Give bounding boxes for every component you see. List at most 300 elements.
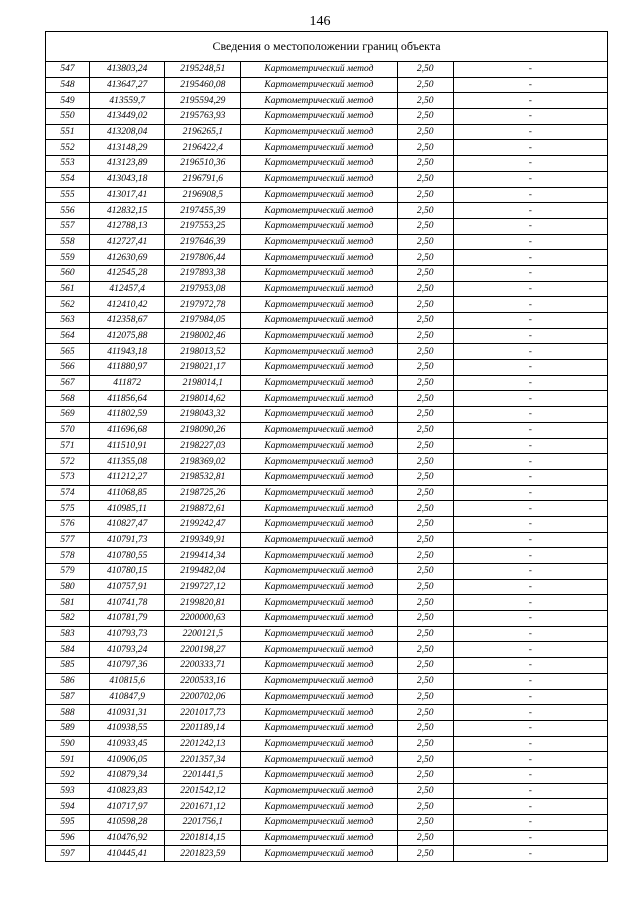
point-number-cell: 595 (46, 815, 90, 831)
point-number-cell: 568 (46, 391, 90, 407)
method-cell: Картометрический метод (241, 469, 397, 485)
y-coordinate-cell: 2198725,26 (165, 485, 241, 501)
method-cell: Картометрический метод (241, 391, 397, 407)
y-coordinate-cell: 2201756,1 (165, 815, 241, 831)
table-row (46, 799, 608, 815)
method-cell: Картометрический метод (241, 234, 397, 250)
x-coordinate-cell: 410780,15 (90, 564, 165, 580)
precision-cell: 2,50 (397, 799, 453, 815)
description-cell: - (453, 783, 607, 799)
table-row (46, 767, 608, 783)
precision-cell: 2,50 (397, 250, 453, 266)
y-coordinate-cell: 2198014,1 (165, 375, 241, 391)
method-cell: Картометрический метод (241, 595, 397, 611)
table-row (46, 815, 608, 831)
precision-cell: 2,50 (397, 830, 453, 846)
description-cell: - (453, 313, 607, 329)
method-cell: Картометрический метод (241, 375, 397, 391)
table-row (46, 658, 608, 674)
x-coordinate-cell: 412358,67 (90, 313, 165, 329)
table-row (46, 109, 608, 125)
method-cell: Картометрический метод (241, 846, 397, 862)
precision-cell: 2,50 (397, 360, 453, 376)
x-coordinate-cell: 413449,02 (90, 109, 165, 125)
x-coordinate-cell: 412788,13 (90, 218, 165, 234)
point-number-cell: 577 (46, 532, 90, 548)
precision-cell: 2,50 (397, 422, 453, 438)
description-cell: - (453, 815, 607, 831)
point-number-cell: 585 (46, 658, 90, 674)
point-number-cell: 563 (46, 313, 90, 329)
description-cell: - (453, 611, 607, 627)
method-cell: Картометрический метод (241, 548, 397, 564)
description-cell: - (453, 689, 607, 705)
description-cell: - (453, 548, 607, 564)
x-coordinate-cell: 410815,6 (90, 673, 165, 689)
x-coordinate-cell: 412410,42 (90, 297, 165, 313)
x-coordinate-cell: 412630,69 (90, 250, 165, 266)
method-cell: Картометрический метод (241, 265, 397, 281)
x-coordinate-cell: 413148,29 (90, 140, 165, 156)
precision-cell: 2,50 (397, 846, 453, 862)
table-row (46, 454, 608, 470)
description-cell: - (453, 265, 607, 281)
description-cell: - (453, 564, 607, 580)
point-number-cell: 592 (46, 767, 90, 783)
description-cell: - (453, 218, 607, 234)
description-cell: - (453, 375, 607, 391)
y-coordinate-cell: 2201189,14 (165, 720, 241, 736)
table-row (46, 422, 608, 438)
precision-cell: 2,50 (397, 595, 453, 611)
point-number-cell: 572 (46, 454, 90, 470)
table-row (46, 720, 608, 736)
y-coordinate-cell: 2196265,1 (165, 124, 241, 140)
description-cell: - (453, 109, 607, 125)
precision-cell: 2,50 (397, 140, 453, 156)
x-coordinate-cell: 410791,73 (90, 532, 165, 548)
table-row (46, 93, 608, 109)
y-coordinate-cell: 2195460,08 (165, 77, 241, 93)
method-cell: Картометрический метод (241, 705, 397, 721)
x-coordinate-cell: 410476,92 (90, 830, 165, 846)
point-number-cell: 557 (46, 218, 90, 234)
table-row (46, 752, 608, 768)
table-row (46, 203, 608, 219)
table-row (46, 140, 608, 156)
precision-cell: 2,50 (397, 407, 453, 423)
y-coordinate-cell: 2200533,16 (165, 673, 241, 689)
x-coordinate-cell: 410741,78 (90, 595, 165, 611)
precision-cell: 2,50 (397, 579, 453, 595)
description-cell: - (453, 156, 607, 172)
x-coordinate-cell: 413123,89 (90, 156, 165, 172)
table-row (46, 830, 608, 846)
description-cell: - (453, 187, 607, 203)
x-coordinate-cell: 410823,83 (90, 783, 165, 799)
point-number-cell: 590 (46, 736, 90, 752)
method-cell: Картометрический метод (241, 124, 397, 140)
description-cell: - (453, 626, 607, 642)
x-coordinate-cell: 411068,85 (90, 485, 165, 501)
y-coordinate-cell: 2195248,51 (165, 62, 241, 78)
point-number-cell: 549 (46, 93, 90, 109)
description-cell: - (453, 422, 607, 438)
point-number-cell: 597 (46, 846, 90, 862)
y-coordinate-cell: 2197972,78 (165, 297, 241, 313)
y-coordinate-cell: 2201242,13 (165, 736, 241, 752)
precision-cell: 2,50 (397, 328, 453, 344)
method-cell: Картометрический метод (241, 407, 397, 423)
y-coordinate-cell: 2197984,05 (165, 313, 241, 329)
x-coordinate-cell: 413017,41 (90, 187, 165, 203)
point-number-cell: 591 (46, 752, 90, 768)
x-coordinate-cell: 410793,24 (90, 642, 165, 658)
precision-cell: 2,50 (397, 689, 453, 705)
precision-cell: 2,50 (397, 344, 453, 360)
y-coordinate-cell: 2201671,12 (165, 799, 241, 815)
method-cell: Картометрический метод (241, 344, 397, 360)
table-row (46, 344, 608, 360)
y-coordinate-cell: 2198021,17 (165, 360, 241, 376)
point-number-cell: 583 (46, 626, 90, 642)
description-cell: - (453, 673, 607, 689)
y-coordinate-cell: 2199242,47 (165, 516, 241, 532)
table-row (46, 62, 608, 78)
point-number-cell: 589 (46, 720, 90, 736)
table-row (46, 187, 608, 203)
precision-cell: 2,50 (397, 705, 453, 721)
method-cell: Картометрический метод (241, 532, 397, 548)
point-number-cell: 561 (46, 281, 90, 297)
x-coordinate-cell: 413208,04 (90, 124, 165, 140)
method-cell: Картометрический метод (241, 62, 397, 78)
precision-cell: 2,50 (397, 454, 453, 470)
precision-cell: 2,50 (397, 375, 453, 391)
y-coordinate-cell: 2199414,34 (165, 548, 241, 564)
method-cell: Картометрический метод (241, 281, 397, 297)
precision-cell: 2,50 (397, 752, 453, 768)
x-coordinate-cell: 410598,28 (90, 815, 165, 831)
table-row (46, 469, 608, 485)
method-cell: Картометрический метод (241, 218, 397, 234)
method-cell: Картометрический метод (241, 501, 397, 517)
y-coordinate-cell: 2201542,12 (165, 783, 241, 799)
point-number-cell: 560 (46, 265, 90, 281)
point-number-cell: 547 (46, 62, 90, 78)
table-row (46, 532, 608, 548)
y-coordinate-cell: 2201017,73 (165, 705, 241, 721)
y-coordinate-cell: 2198090,26 (165, 422, 241, 438)
precision-cell: 2,50 (397, 815, 453, 831)
method-cell: Картометрический метод (241, 658, 397, 674)
point-number-cell: 553 (46, 156, 90, 172)
method-cell: Картометрический метод (241, 626, 397, 642)
y-coordinate-cell: 2198014,62 (165, 391, 241, 407)
description-cell: - (453, 62, 607, 78)
table-row (46, 485, 608, 501)
y-coordinate-cell: 2199727,12 (165, 579, 241, 595)
description-cell: - (453, 93, 607, 109)
point-number-cell: 587 (46, 689, 90, 705)
x-coordinate-cell: 410781,79 (90, 611, 165, 627)
description-cell: - (453, 469, 607, 485)
description-cell: - (453, 140, 607, 156)
y-coordinate-cell: 2200198,27 (165, 642, 241, 658)
precision-cell: 2,50 (397, 62, 453, 78)
method-cell: Картометрический метод (241, 689, 397, 705)
x-coordinate-cell: 413559,7 (90, 93, 165, 109)
x-coordinate-cell: 410985,11 (90, 501, 165, 517)
precision-cell: 2,50 (397, 124, 453, 140)
table-row (46, 689, 608, 705)
precision-cell: 2,50 (397, 516, 453, 532)
table-row (46, 360, 608, 376)
x-coordinate-cell: 411856,64 (90, 391, 165, 407)
method-cell: Картометрический метод (241, 297, 397, 313)
precision-cell: 2,50 (397, 218, 453, 234)
description-cell: - (453, 705, 607, 721)
table-row (46, 218, 608, 234)
table-row (46, 407, 608, 423)
description-cell: - (453, 391, 607, 407)
table-row (46, 313, 608, 329)
x-coordinate-cell: 411696,68 (90, 422, 165, 438)
y-coordinate-cell: 2196791,6 (165, 171, 241, 187)
y-coordinate-cell: 2198369,02 (165, 454, 241, 470)
precision-cell: 2,50 (397, 391, 453, 407)
boundary-coordinates-table (45, 31, 608, 862)
point-number-cell: 571 (46, 438, 90, 454)
precision-cell: 2,50 (397, 77, 453, 93)
point-number-cell: 573 (46, 469, 90, 485)
point-number-cell: 550 (46, 109, 90, 125)
table-body (46, 32, 608, 862)
point-number-cell: 576 (46, 516, 90, 532)
y-coordinate-cell: 2198013,52 (165, 344, 241, 360)
description-cell: - (453, 124, 607, 140)
method-cell: Картометрический метод (241, 611, 397, 627)
method-cell: Картометрический метод (241, 77, 397, 93)
point-number-cell: 588 (46, 705, 90, 721)
table-header: Сведения о местоположении границ объекта (46, 32, 608, 62)
point-number-cell: 570 (46, 422, 90, 438)
precision-cell: 2,50 (397, 109, 453, 125)
point-number-cell: 559 (46, 250, 90, 266)
y-coordinate-cell: 2197553,25 (165, 218, 241, 234)
point-number-cell: 582 (46, 611, 90, 627)
method-cell: Картометрический метод (241, 360, 397, 376)
point-number-cell: 575 (46, 501, 90, 517)
table-row (46, 611, 608, 627)
description-cell: - (453, 407, 607, 423)
method-cell: Картометрический метод (241, 720, 397, 736)
description-cell: - (453, 532, 607, 548)
table-row (46, 626, 608, 642)
point-number-cell: 562 (46, 297, 90, 313)
point-number-cell: 551 (46, 124, 90, 140)
method-cell: Картометрический метод (241, 673, 397, 689)
point-number-cell: 579 (46, 564, 90, 580)
point-number-cell: 594 (46, 799, 90, 815)
table-row (46, 375, 608, 391)
y-coordinate-cell: 2197806,44 (165, 250, 241, 266)
x-coordinate-cell: 410797,36 (90, 658, 165, 674)
description-cell: - (453, 171, 607, 187)
precision-cell: 2,50 (397, 438, 453, 454)
table-row (46, 281, 608, 297)
point-number-cell: 555 (46, 187, 90, 203)
precision-cell: 2,50 (397, 783, 453, 799)
x-coordinate-cell: 410906,05 (90, 752, 165, 768)
point-number-cell: 593 (46, 783, 90, 799)
x-coordinate-cell: 413043,18 (90, 171, 165, 187)
description-cell: - (453, 250, 607, 266)
point-number-cell: 586 (46, 673, 90, 689)
method-cell: Картометрический метод (241, 815, 397, 831)
precision-cell: 2,50 (397, 642, 453, 658)
description-cell: - (453, 846, 607, 862)
method-cell: Картометрический метод (241, 313, 397, 329)
table-row (46, 579, 608, 595)
point-number-cell: 578 (46, 548, 90, 564)
precision-cell: 2,50 (397, 234, 453, 250)
point-number-cell: 584 (46, 642, 90, 658)
x-coordinate-cell: 413647,27 (90, 77, 165, 93)
precision-cell: 2,50 (397, 203, 453, 219)
method-cell: Картометрический метод (241, 187, 397, 203)
point-number-cell: 564 (46, 328, 90, 344)
x-coordinate-cell: 410445,41 (90, 846, 165, 862)
table-row (46, 77, 608, 93)
x-coordinate-cell: 412457,4 (90, 281, 165, 297)
precision-cell: 2,50 (397, 767, 453, 783)
table-row (46, 736, 608, 752)
table-row (46, 297, 608, 313)
precision-cell: 2,50 (397, 548, 453, 564)
method-cell: Картометрический метод (241, 93, 397, 109)
description-cell: - (453, 77, 607, 93)
x-coordinate-cell: 410757,91 (90, 579, 165, 595)
x-coordinate-cell: 410879,34 (90, 767, 165, 783)
y-coordinate-cell: 2195594,29 (165, 93, 241, 109)
x-coordinate-cell: 410933,45 (90, 736, 165, 752)
point-number-cell: 574 (46, 485, 90, 501)
method-cell: Картометрический метод (241, 156, 397, 172)
description-cell: - (453, 438, 607, 454)
x-coordinate-cell: 411802,59 (90, 407, 165, 423)
description-cell: - (453, 658, 607, 674)
point-number-cell: 554 (46, 171, 90, 187)
x-coordinate-cell: 412075,88 (90, 328, 165, 344)
point-number-cell: 567 (46, 375, 90, 391)
table-row (46, 328, 608, 344)
x-coordinate-cell: 410827,47 (90, 516, 165, 532)
x-coordinate-cell: 411212,27 (90, 469, 165, 485)
x-coordinate-cell: 411880,97 (90, 360, 165, 376)
method-cell: Картометрический метод (241, 422, 397, 438)
method-cell: Картометрический метод (241, 799, 397, 815)
y-coordinate-cell: 2198043,32 (165, 407, 241, 423)
y-coordinate-cell: 2196422,4 (165, 140, 241, 156)
method-cell: Картометрический метод (241, 328, 397, 344)
description-cell: - (453, 767, 607, 783)
precision-cell: 2,50 (397, 611, 453, 627)
table-row (46, 642, 608, 658)
precision-cell: 2,50 (397, 469, 453, 485)
method-cell: Картометрический метод (241, 438, 397, 454)
method-cell: Картометрический метод (241, 752, 397, 768)
y-coordinate-cell: 2201441,5 (165, 767, 241, 783)
y-coordinate-cell: 2201357,34 (165, 752, 241, 768)
y-coordinate-cell: 2201823,59 (165, 846, 241, 862)
y-coordinate-cell: 2197893,38 (165, 265, 241, 281)
table-row (46, 265, 608, 281)
point-number-cell: 566 (46, 360, 90, 376)
description-cell: - (453, 234, 607, 250)
y-coordinate-cell: 2197455,39 (165, 203, 241, 219)
method-cell: Картометрический метод (241, 579, 397, 595)
precision-cell: 2,50 (397, 93, 453, 109)
table-row (46, 501, 608, 517)
x-coordinate-cell: 411872 (90, 375, 165, 391)
page-number: 146 (309, 14, 331, 29)
table-header-row (46, 32, 608, 62)
x-coordinate-cell: 410847,9 (90, 689, 165, 705)
x-coordinate-cell: 412832,15 (90, 203, 165, 219)
point-number-cell: 558 (46, 234, 90, 250)
y-coordinate-cell: 2196510,36 (165, 156, 241, 172)
description-cell: - (453, 736, 607, 752)
point-number-cell: 565 (46, 344, 90, 360)
y-coordinate-cell: 2196908,5 (165, 187, 241, 203)
table-row (46, 171, 608, 187)
x-coordinate-cell: 410780,55 (90, 548, 165, 564)
description-cell: - (453, 752, 607, 768)
y-coordinate-cell: 2200333,71 (165, 658, 241, 674)
precision-cell: 2,50 (397, 171, 453, 187)
description-cell: - (453, 579, 607, 595)
description-cell: - (453, 454, 607, 470)
precision-cell: 2,50 (397, 720, 453, 736)
method-cell: Картометрический метод (241, 783, 397, 799)
y-coordinate-cell: 2201814,15 (165, 830, 241, 846)
table-row (46, 846, 608, 862)
precision-cell: 2,50 (397, 673, 453, 689)
table-row (46, 548, 608, 564)
table-row (46, 564, 608, 580)
table-row (46, 391, 608, 407)
description-cell: - (453, 328, 607, 344)
table-row (46, 516, 608, 532)
point-number-cell: 548 (46, 77, 90, 93)
x-coordinate-cell: 411355,08 (90, 454, 165, 470)
description-cell: - (453, 595, 607, 611)
method-cell: Картометрический метод (241, 767, 397, 783)
y-coordinate-cell: 2200121,5 (165, 626, 241, 642)
table-row (46, 595, 608, 611)
method-cell: Картометрический метод (241, 830, 397, 846)
method-cell: Картометрический метод (241, 140, 397, 156)
y-coordinate-cell: 2198532,81 (165, 469, 241, 485)
precision-cell: 2,50 (397, 532, 453, 548)
y-coordinate-cell: 2198872,61 (165, 501, 241, 517)
method-cell: Картометрический метод (241, 564, 397, 580)
x-coordinate-cell: 410938,55 (90, 720, 165, 736)
x-coordinate-cell: 413803,24 (90, 62, 165, 78)
precision-cell: 2,50 (397, 626, 453, 642)
table-row (46, 234, 608, 250)
